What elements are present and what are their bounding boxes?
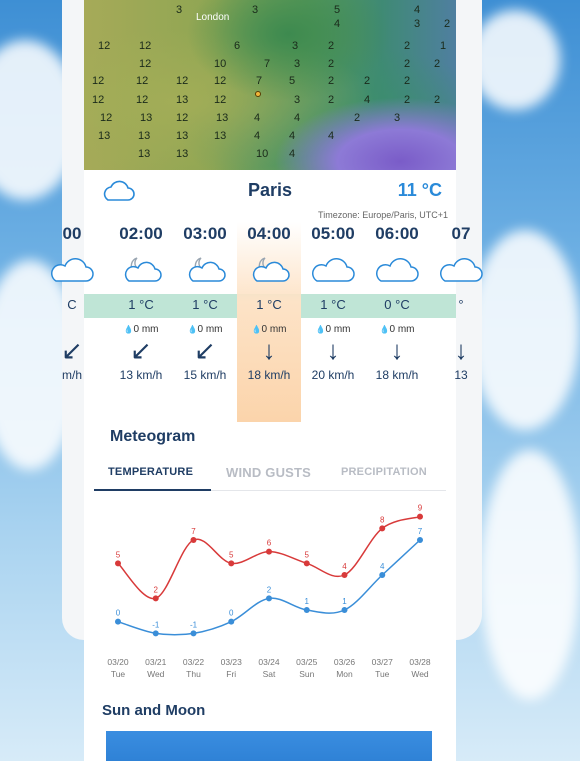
map-value-label: 12 [136,75,149,87]
map-value-label: 10 [256,148,269,160]
precipitation-value: 0 mm [133,324,159,335]
map-value-label: 2 [328,75,335,87]
hour-wind-speed: m/h [61,368,82,382]
map-value-label: 2 [354,112,361,124]
data-point [342,572,348,578]
data-label: -1 [189,620,198,630]
map-value-label: 12 [100,112,113,124]
hour-temperature: 1 °C [192,297,218,312]
map-value-label: 3 [252,4,259,16]
map-value-label: 4 [364,94,371,106]
map-value-label: 2 [444,18,451,30]
wind-direction-icon: ↙ [130,335,152,365]
map-value-label: 13 [138,130,151,142]
hour-column[interactable] [429,222,493,422]
hour-time: 03:00 [183,224,227,243]
map-value-label: 4 [294,112,301,124]
data-point [153,630,159,636]
data-point [379,525,385,531]
map-value-label: 12 [214,75,227,87]
tab-temperature[interactable]: TEMPERATURE [108,466,194,478]
data-point [417,514,423,520]
x-tick-day: Sun [299,669,315,679]
data-label: 6 [266,538,272,548]
hour-wind-speed: 13 km/h [119,368,163,382]
map-value-label: 2 [434,58,441,70]
meteogram-title: Meteogram [110,428,196,445]
map-value-label: 2 [404,40,411,52]
wind-direction-icon: ↓ [326,335,340,365]
map-value-label: 13 [138,148,151,160]
map-value-label: 12 [139,40,152,52]
timezone-label: Timezone: Europe/Paris, UTC+1 [318,210,448,220]
data-point [191,630,197,636]
map-value-label: 4 [254,130,261,142]
x-tick-date: 03/21 [145,657,167,667]
hour-precipitation [173,324,237,335]
map-city-label: London [196,12,230,23]
hour-column[interactable] [237,222,301,422]
x-tick-date: 03/28 [409,657,431,667]
raindrop-icon: 💧 [315,325,326,334]
data-label: 5 [304,550,309,560]
data-point [342,607,348,613]
background-cloud [480,450,580,700]
x-tick-date: 03/23 [220,657,242,667]
wind-direction-icon: ↙ [61,335,83,365]
map-value-label: 12 [92,94,105,106]
x-tick-day: Wed [147,669,165,679]
sun-moon-panel[interactable] [106,731,432,761]
data-label: 8 [380,515,385,525]
map-value-label: 3 [176,4,183,16]
hour-precipitation [237,324,301,335]
data-point [115,619,121,625]
raindrop-icon: 💧 [123,325,134,334]
x-tick-day: Mon [336,669,353,679]
hour-column[interactable] [301,222,365,422]
current-temperature: 11 °C [397,180,442,200]
map-value-label: 4 [414,4,421,16]
map-value-label: 2 [404,94,411,106]
hour-temperature: ° [458,297,464,312]
map-value-label: 12 [139,58,152,70]
data-point [115,560,121,566]
hour-time: 06:00 [375,224,419,243]
data-label: 0 [115,608,121,618]
data-label: 1 [304,597,309,606]
location-header [84,170,456,226]
map-value-label: 13 [98,130,111,142]
map-value-label: 7 [256,75,263,87]
map-value-label: 4 [334,18,341,30]
raindrop-icon: 💧 [187,325,198,334]
data-label: 1 [342,597,347,606]
x-tick-day: Tue [375,669,390,679]
data-point [417,537,423,543]
map-value-label: 2 [434,94,441,106]
cloud-icon [437,254,485,284]
data-point [304,607,310,613]
forecast-card [61,0,471,761]
wind-direction-icon: ↓ [262,335,276,365]
hour-temperature: 1 °C [256,297,282,312]
map-value-label: 2 [404,75,411,87]
hour-wind-speed: 18 km/h [247,368,291,382]
map-value-label: 5 [334,4,341,16]
background-cloud [470,10,560,110]
precipitation-value: 0 mm [197,324,223,335]
map-value-label: 10 [214,58,227,70]
map-value-label: 6 [234,40,241,52]
map-value-label: 4 [328,130,335,142]
map-value-label: 3 [414,18,421,30]
hour-precipitation [301,324,365,335]
map-value-label: 12 [136,94,149,106]
map-value-label: 7 [264,58,271,70]
map-value-label: 12 [214,94,227,106]
map-value-label: 13 [140,112,153,124]
map-value-label: 5 [289,75,296,87]
hour-column[interactable] [365,222,429,422]
cloud-icon [309,254,357,284]
map-value-label: 12 [176,112,189,124]
hour-column[interactable] [173,222,237,422]
hour-column[interactable] [109,222,173,422]
hour-time: 05:00 [311,224,355,243]
hour-time: 07 [451,224,471,243]
map-value-label: 12 [98,40,111,52]
data-label: 7 [191,527,196,536]
x-tick-date: 03/27 [371,657,393,667]
map-value-label: 3 [294,94,301,106]
x-tick-date: 03/20 [107,657,129,667]
data-point [228,619,234,625]
map-value-label: 3 [394,112,401,124]
x-tick-day: Fri [226,669,237,679]
map-value-label: 3 [292,40,299,52]
map-value-label: 13 [216,112,229,124]
data-point [228,560,234,566]
night-cloud-icon [245,254,293,284]
x-tick-day: Sat [262,669,276,679]
hour-column[interactable] [40,222,104,422]
map-value-label: 4 [289,148,296,160]
raindrop-icon: 💧 [379,325,390,334]
active-tab-indicator [94,489,211,491]
map-value-label: 13 [214,130,227,142]
data-point [266,549,272,555]
x-tick-day: Thu [186,669,201,679]
hour-wind-speed: 20 km/h [311,368,355,382]
x-tick-date: 03/22 [182,657,205,667]
meteogram-chart [84,505,456,690]
sun-and-moon-title: Sun and Moon [102,702,206,719]
map-value-label: 2 [328,94,335,106]
hour-wind-speed: 15 km/h [183,368,227,382]
map-value-label: 12 [92,75,105,87]
hour-time: 04:00 [247,224,291,243]
hour-wind-speed: 18 km/h [375,368,419,382]
hour-time: 02:00 [119,224,163,243]
data-point [304,560,310,566]
data-point [379,572,385,578]
wind-direction-icon: ↓ [390,335,404,365]
hour-wind-speed: 13 [454,368,468,382]
hour-precipitation [109,324,173,335]
data-label: 9 [417,503,423,513]
data-label: 2 [266,585,272,595]
map-value-label: 2 [328,40,335,52]
wind-direction-icon: ↓ [454,335,468,365]
data-label: 4 [380,562,385,571]
data-label: 5 [229,550,234,560]
map-value-label: 13 [176,94,189,106]
data-point [153,595,159,601]
precipitation-value: 0 mm [325,324,351,335]
hour-precipitation [365,324,429,335]
night-cloud-icon [181,254,229,284]
raindrop-icon: 💧 [251,325,262,334]
x-tick-date: 03/26 [333,657,356,667]
night-cloud-icon [117,254,165,284]
x-tick-day: Wed [411,669,429,679]
hour-temperature: 0 °C [384,297,410,312]
x-tick-date: 03/25 [296,657,318,667]
cloud-icon [48,254,96,284]
wind-direction-icon: ↙ [194,335,216,365]
precipitation-value: 0 mm [261,324,287,335]
precipitation-value: 0 mm [389,324,415,335]
hour-temperature: 1 °C [128,297,154,312]
map-value-label: 2 [404,58,411,70]
map-value-label: 2 [328,58,335,70]
map-value-label: 12 [176,75,189,87]
map-value-label: 4 [254,112,261,124]
hourly-forecast[interactable] [61,222,471,422]
weather-map[interactable] [84,0,456,170]
tab-wind-gusts[interactable]: WIND GUSTS [226,465,312,480]
x-tick-day: Tue [110,669,126,679]
data-label: 4 [342,562,347,571]
map-value-label: 3 [294,58,301,70]
map-value-label: 1 [440,40,447,52]
data-point [191,537,197,543]
data-label: -1 [152,620,160,630]
data-point [266,595,272,601]
data-label: 0 [229,608,234,618]
data-label: 5 [115,550,121,560]
data-label: 7 [417,527,423,536]
hour-temperature: 1 °C [320,297,346,312]
hour-temperature: C [67,297,77,312]
map-location-marker[interactable] [255,91,261,97]
hour-time: 00 [62,224,82,243]
map-value-label: 13 [176,148,189,160]
tab-precipitation[interactable]: PRECIPITATION [341,466,427,478]
map-value-label: 13 [176,130,189,142]
x-tick-date: 03/24 [258,657,280,667]
data-label: 2 [153,585,158,595]
city-name[interactable]: Paris [247,180,293,200]
map-value-label: 2 [364,75,371,87]
map-value-label: 4 [289,130,296,142]
cloud-icon [373,254,421,284]
